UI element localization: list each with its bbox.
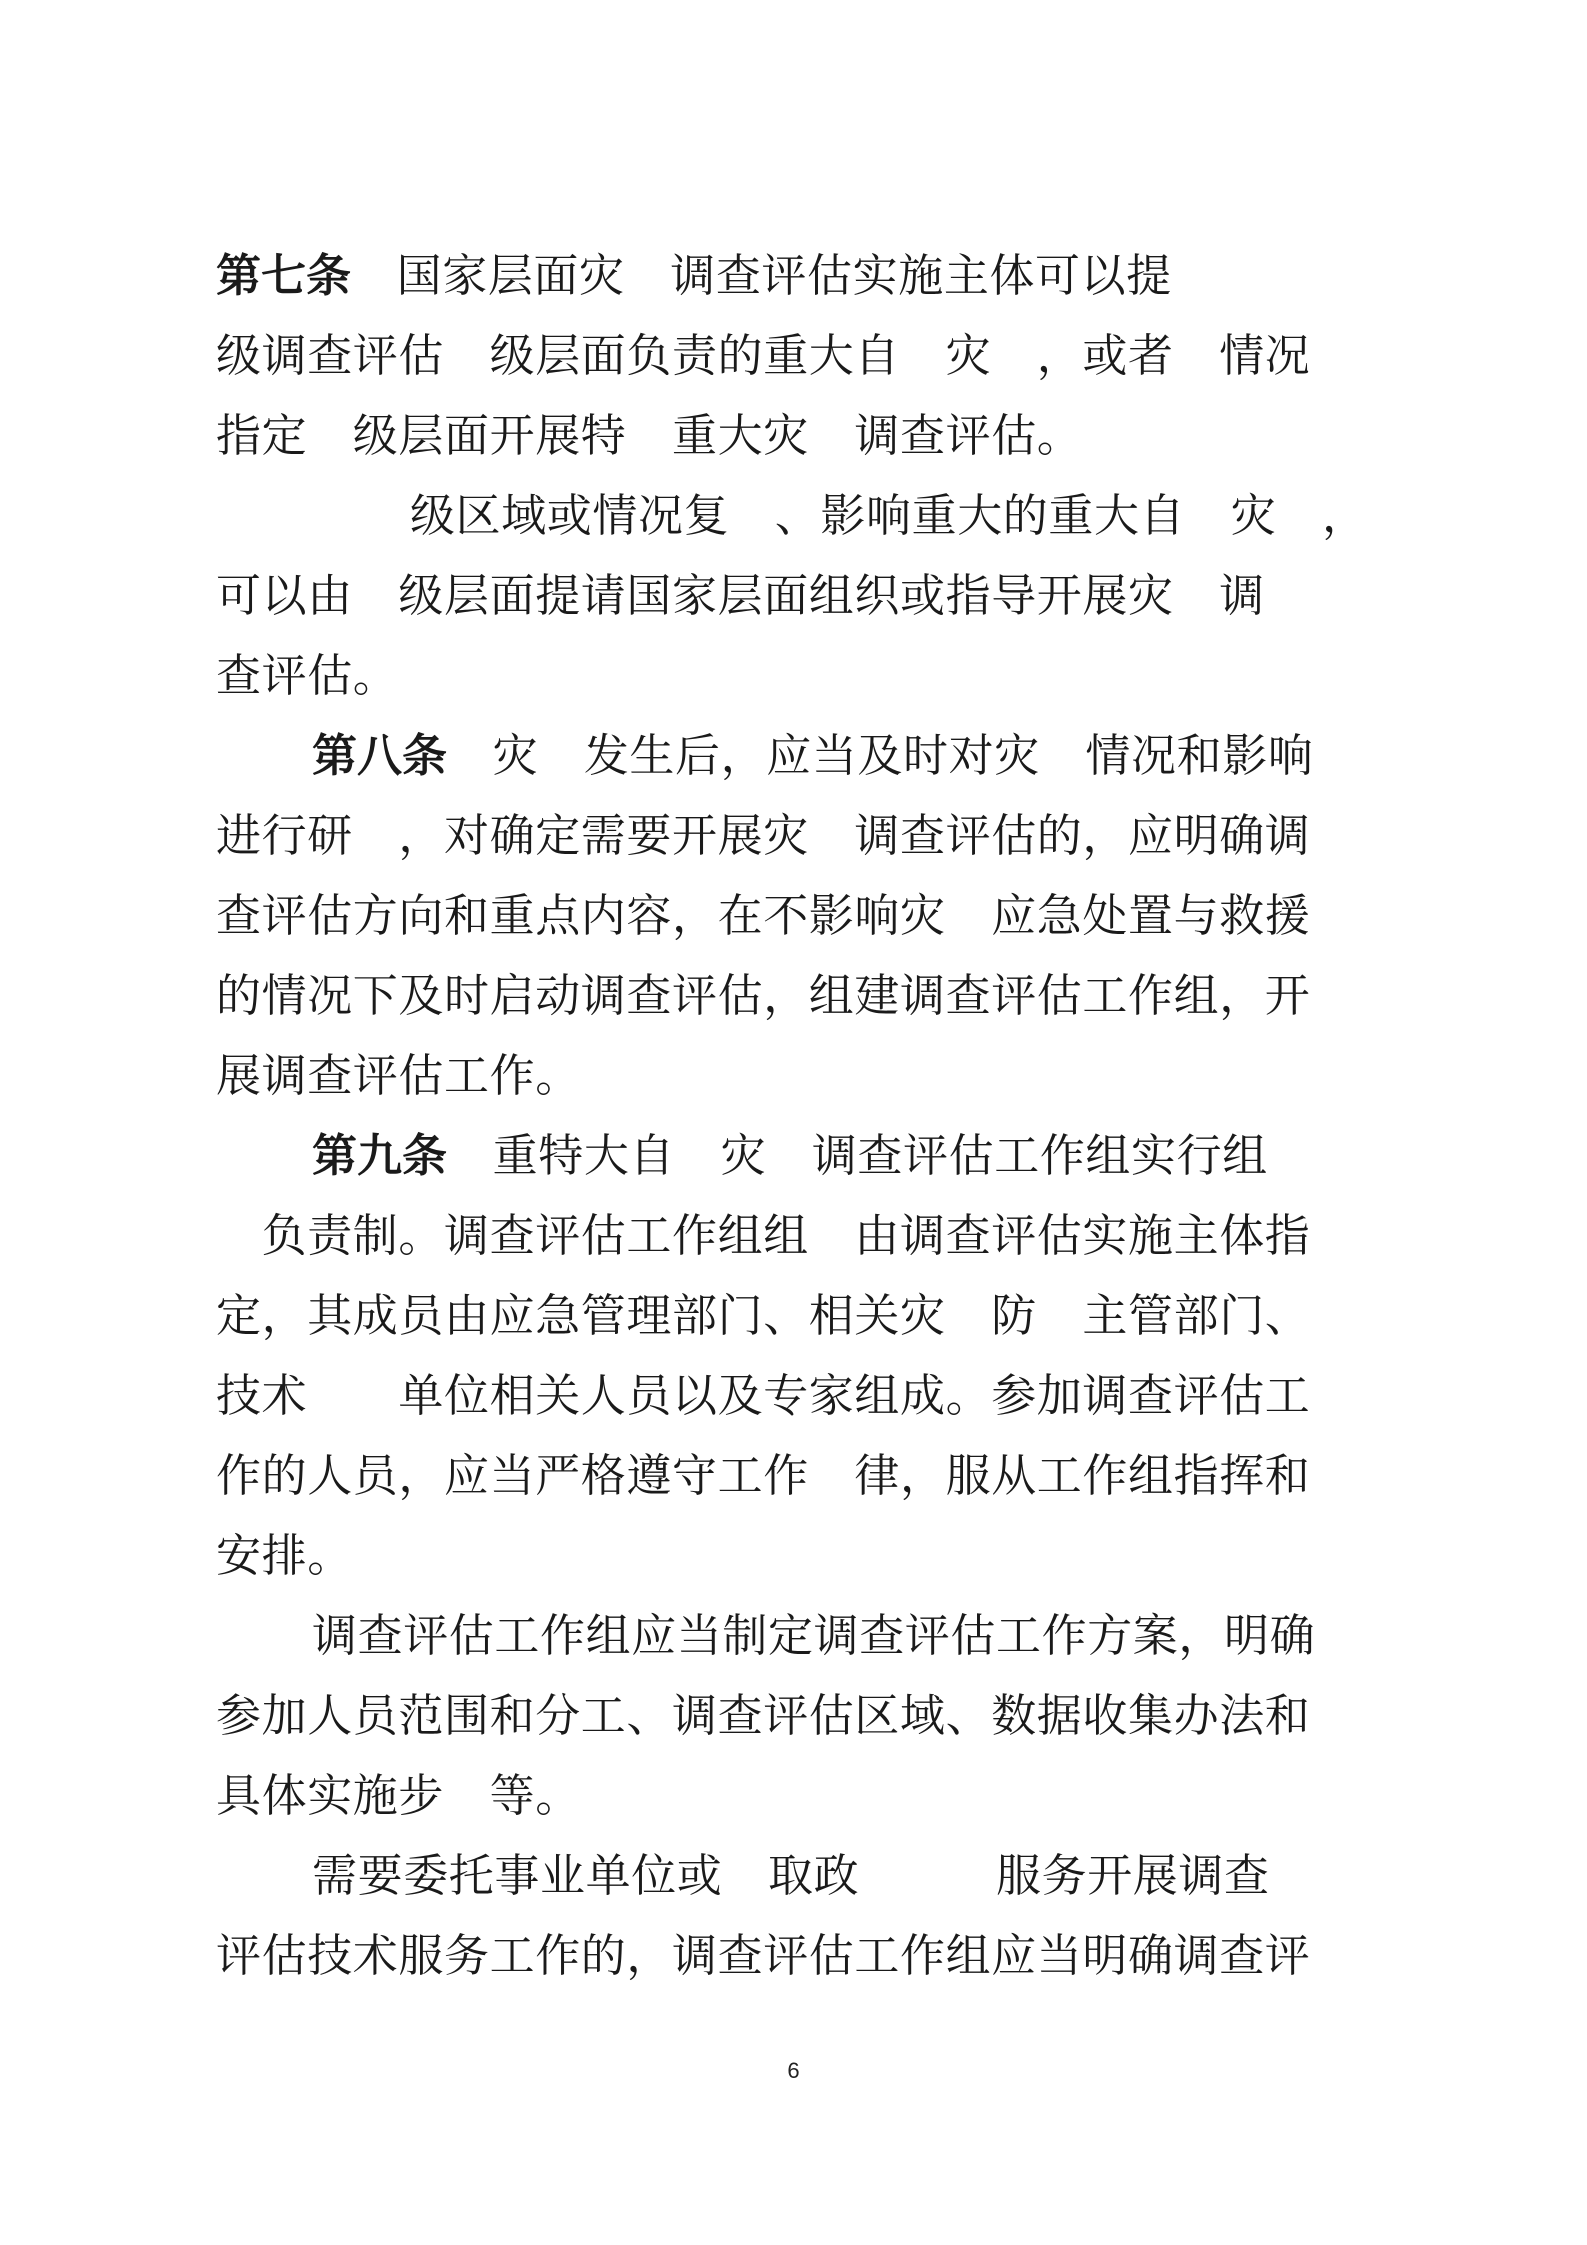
article-9-paragraph-3-line-2: 评估技术服务工作的，调查评估工作组应当明确调查评 bbox=[216, 1929, 1311, 1982]
article-9-line-4: 技术 单位相关人员以及专家组成。参加调查评估工 bbox=[216, 1369, 1311, 1422]
article-9-line-1 bbox=[312, 1116, 1472, 1196]
article-7-paragraph-2-line-1: 级区域或情况复 、影响重大的重大自 灾 ， bbox=[410, 489, 1368, 542]
article-7-heading: 第七条 bbox=[216, 249, 352, 302]
text-segment: 国家层面灾 调查评估实施主体可以提 bbox=[351, 249, 1172, 302]
article-7-line-1 bbox=[216, 236, 1376, 316]
page-number: 6 bbox=[787, 2058, 800, 2083]
article-8-line-1 bbox=[312, 716, 1472, 796]
article-8-line-3: 查评估方向和重点内容，在不影响灾 应急处置与救援 bbox=[216, 889, 1311, 942]
article-9-paragraph-2-line-1: 调查评估工作组应当制定调查评估工作方案，明确 bbox=[312, 1609, 1316, 1662]
article-7-line-3: 指定 级层面开展特 重大灾 调查评估。 bbox=[216, 409, 1083, 462]
article-8-line-4: 的情况下及时启动调查评估，组建调查评估工作组，开 bbox=[216, 969, 1311, 1022]
text-segment: 重特大自 灾 调查评估工作组实行组 bbox=[447, 1129, 1268, 1182]
article-9-paragraph-2-line-2: 参加人员范围和分工、调查评估区域、数据收集办法和 bbox=[216, 1689, 1311, 1742]
article-8-heading: 第八条 bbox=[312, 729, 448, 782]
article-9-paragraph-3-line-1: 需要委托事业单位或 取政 服务开展调查 bbox=[312, 1849, 1270, 1902]
article-9-heading: 第九条 bbox=[312, 1129, 448, 1182]
article-9-line-6: 安排。 bbox=[216, 1529, 353, 1582]
article-7-line-2: 级调查评估 级层面负责的重大自 灾 ，或者 情况 bbox=[216, 329, 1311, 382]
article-8-line-2: 进行研 ，对确定需要开展灾 调查评估的，应明确调 bbox=[216, 809, 1311, 862]
article-9-paragraph-2-line-3: 具体实施步 等。 bbox=[216, 1769, 581, 1822]
article-7-paragraph-2-line-2: 可以由 级层面提请国家层面组织或指导开展灾 调 bbox=[216, 569, 1265, 622]
article-7-paragraph-2-line-3: 查评估。 bbox=[216, 649, 399, 702]
text-segment: 灾 发生后，应当及时对灾 情况和影响 bbox=[447, 729, 1314, 782]
article-9-line-3: 定，其成员由应急管理部门、相关灾 防 主管部门、 bbox=[216, 1289, 1311, 1342]
article-9-line-5: 作的人员，应当严格遵守工作 律，服从工作组指挥和 bbox=[216, 1449, 1311, 1502]
article-8-line-5: 展调查评估工作。 bbox=[216, 1049, 581, 1102]
article-9-line-2: 负责制。调查评估工作组组 由调查评估实施主体指 bbox=[216, 1209, 1311, 1262]
